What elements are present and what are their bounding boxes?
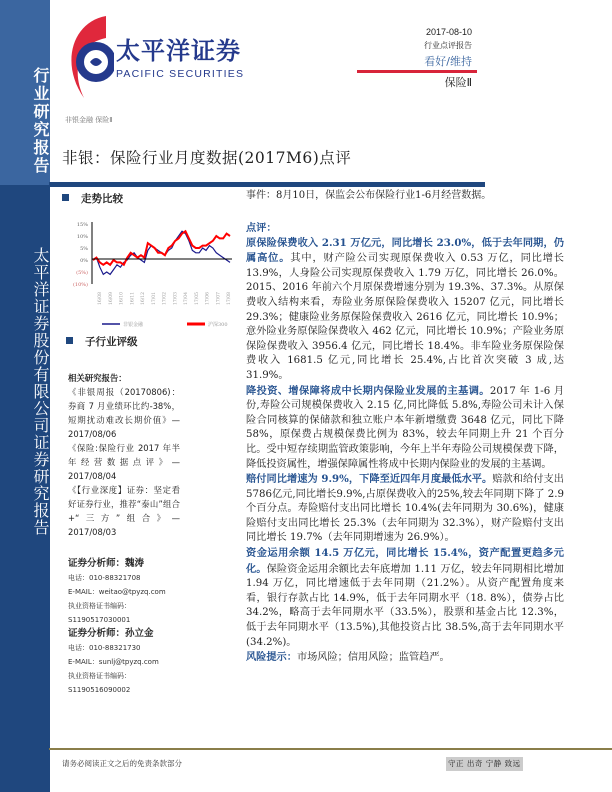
commentary-label: 点评： — [246, 222, 277, 234]
x-tick-label: 16/09 — [108, 292, 114, 305]
x-tick-label: 16/11 — [130, 292, 136, 305]
analyst-email[interactable]: E-MAIL：weitao@tpyzq.com — [68, 588, 166, 596]
sidebar-category: 行业研究报告 — [31, 66, 50, 175]
company-logo-icon — [62, 14, 114, 104]
event-summary: 事件：8月10日，保监会公布保险行业1-6月经营数据。 — [246, 190, 492, 201]
x-tick-label: 17/07 — [216, 292, 222, 305]
sector: 保险Ⅱ — [444, 76, 472, 89]
left-column — [68, 371, 180, 697]
bullet-square-icon — [62, 194, 69, 201]
analyst-email[interactable]: E-MAIL：sunlj@tpyzq.com — [68, 658, 159, 666]
analyst-phone: 电话：010-88321708 — [68, 574, 141, 582]
para-text: 其中，财产险公司实现原保费收入 0.53 万亿，同比增长 13.9%，人身险公司实现原保费收入 1.79 万亿，同比增长 26.0%。2015、2016 年前六个月原保费增速分别为 19.3%、37.3%。从原保费收入结构来看，寿险业务原保险保费收入 15207 亿元，同比增长 29.3%；健康险业务原保险保费收入 2616 亿元，同比增长 10.9%；意外险业务原保险保费收入 462 亿元，同比增长 10.9%；产险业务原保险保费收入 3956.4 亿元，同比增长 18.4%。非车险业务原保险保费收入 1681.5 亿元,同比增长 25.4%,占比首次突破 3 成,达 31.9%。 — [246, 253, 564, 381]
x-tick-label: 16/08 — [98, 292, 103, 305]
analyst-license: 执业资格证书编码：S1190516090002 — [68, 672, 131, 694]
disclaimer: 请务必阅读正文之后的免责条款部分 — [62, 759, 182, 768]
rating-underline — [357, 70, 477, 73]
section-trend-label: 走势比较 — [81, 193, 123, 205]
brand-name-cn: 太平洋证券 — [116, 37, 241, 65]
x-tick-label: 17/01 — [151, 292, 157, 305]
report-type: 行业点评报告 — [424, 41, 472, 50]
para-text: 2017 年 1-6 月份,寿险公司规模保费收入 2.15 亿,同比降低 5.8%,寿险公司未计入保险合同核算的保储款和独立账户本年新增缴费 3648 亿元，同比下降 58%，原保费占规模保费比例为 83%，较去年同期上升 21 个百分比。受中短存续期监管政策影响，今年上半年寿险公司规模保费下降，降低投资属性，增强保障属性将成中长期内保险业的发展的主基调。 — [246, 385, 565, 470]
slogan: 守正 出奇 宁静 致远 — [446, 757, 523, 771]
brand-name-en: PACIFIC SECURITIES — [116, 68, 245, 80]
x-tick-label: 17/06 — [205, 292, 211, 305]
x-tick-label: 16/10 — [119, 292, 125, 305]
y-tick-label: 15% — [76, 222, 88, 228]
commentary — [246, 221, 564, 666]
para-text: 赔款和给付支出5786亿元,同比增长9.9%,占原保费收入的25%,较去年同期下降了 2.9 个百分点。寿险赔付支出同比增长 10.4%(去年同期为 30.6%)，健康险赔付支出同比增长 25.3%（去年同期为 32.3%），财产险赔付支出同比增长 19.7%（去年同期增速为 26.9%）。 — [246, 474, 564, 544]
x-tick-label: 17/02 — [162, 292, 168, 305]
y-tick-label: 5% — [80, 246, 88, 252]
breadcrumb: 非银金融 保险Ⅱ — [65, 116, 113, 124]
para-heading: 原保险保费收入 2.31 万亿元，同比增长 23.0%，低于去年同期，仍属高位。 — [246, 236, 564, 265]
y-tick-label: (10%) — [72, 282, 88, 288]
x-tick-label: 17/08 — [227, 292, 232, 305]
sidebar-company: 太平洋证券股份有限公司证券研究报告 — [31, 246, 50, 536]
y-tick-label: 0% — [80, 258, 88, 264]
report-date: 2017-08-10 — [425, 27, 472, 37]
para-text: 保险资金运用余额比去年底增加 1.11 万亿，较去年同期相比增加 1.94 万亿，同比增速低于去年同期（21.2%）。从资产配置角度来看，银行存款占比 14.9%，低于去年同期水平（18. 8%），债券占比 34.2%，略高于去年同期水平（33.5%），股票和基金占比 12.3%，低于去年同期水平（13.5%),其他投资占比 38.5%,高于去年同期水平(34.2%)。 — [246, 563, 564, 648]
x-tick-label: 17/03 — [173, 292, 179, 305]
analyst-heading: 证券分析师：孙立金 — [68, 628, 154, 639]
related-report[interactable]: 《保险:保险行业 2017 年半年经营数据点评》—2017/08/04 — [68, 443, 180, 481]
risk-text: 市场风险；信用风险；监管趋严。 — [296, 652, 450, 664]
section-sub-rating-label: 子行业评级 — [85, 336, 138, 348]
related-heading: 相关研究报告： — [68, 373, 127, 383]
x-tick-label: 16/12 — [141, 292, 146, 305]
para-heading: 资金运用余额 14.5 万亿元，同比增长 15.4%，资产配置更趋多元化。 — [246, 547, 564, 575]
para-heading: 降投资、增保障将成中长期内保险业发展的主基调。 — [246, 384, 490, 397]
y-tick-label: (5%) — [76, 270, 88, 276]
x-tick-label: 17/04 — [184, 292, 189, 305]
series-line-hs300 — [93, 231, 230, 265]
bullet-square-icon — [66, 337, 73, 344]
related-report[interactable]: 《非银周报（20170806)：券商 7 月业绩环比约-38%，短期扰动难改长期价值》—2017/08/06 — [68, 387, 180, 439]
title-divider — [49, 182, 485, 187]
page-title: 非银：保险行业月度数据(2017M6)点评 — [62, 149, 352, 167]
risk-heading: 风险提示： — [246, 651, 297, 664]
legend-label: 沪深300 — [208, 322, 228, 328]
trend-chart — [62, 212, 242, 332]
analyst-license: 执业资格证书编码：S1190517030001 — [68, 602, 131, 624]
footer-divider — [49, 748, 612, 750]
y-tick-label: 10% — [76, 234, 88, 240]
analyst-heading: 证券分析师：魏涛 — [68, 558, 145, 569]
rating: 看好/维持 — [424, 55, 472, 68]
section-trend — [62, 193, 123, 206]
analyst-phone: 电话：010-88321730 — [68, 644, 141, 652]
section-sub-rating — [66, 336, 138, 349]
legend-label: 非银金融 — [123, 322, 144, 328]
para-heading: 赔付同比增速为 9.9%，下降至近四年月度最低水平。 — [246, 473, 493, 486]
related-report[interactable]: 《【行业深度】证券：坚定看好证券行业，推荐“泰山”组合+“三方”组合》—2017/08/03 — [68, 485, 180, 537]
x-tick-label: 17/05 — [194, 292, 200, 305]
